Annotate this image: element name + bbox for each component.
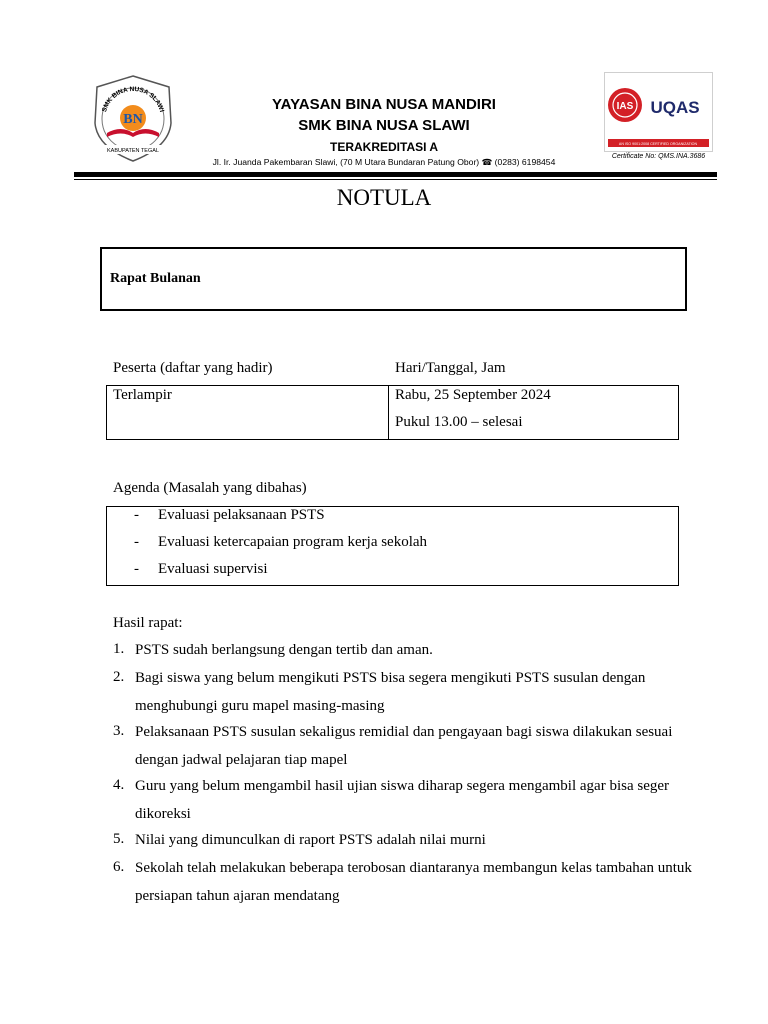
result-text: PSTS sudah berlangsung dengan tertib dan aman. <box>135 642 433 658</box>
accreditation: TERAKREDITASI A <box>330 140 438 154</box>
participants-label: Peserta (daftar yang hadir) <box>113 360 273 376</box>
meeting-box <box>100 247 687 311</box>
cert-small-text: AN ISO 9001:2008 CERTIFIED ORGANIZATION <box>618 142 698 146</box>
datetime-label: Hari/Tanggal, Jam <box>395 360 506 376</box>
result-number: 6. <box>113 859 125 875</box>
result-text: Sekolah telah melakukan beberapa terobosan diantaranya membangun kelas tambahan untuk persiapan tahun ajaran mendatang <box>135 860 692 904</box>
school-name: SMK BINA NUSA SLAWI <box>298 117 470 134</box>
result-number: 5. <box>113 831 125 847</box>
document-title: NOTULA <box>336 185 432 210</box>
meeting-name: Rapat Bulanan <box>110 271 201 286</box>
participants-value: Terlampir <box>113 387 172 403</box>
logo-region-text: KABUPATEN TEGAL <box>107 148 159 154</box>
cert-uqas-text: UQAS <box>650 98 700 117</box>
certification-logo <box>604 72 713 152</box>
result-text: Guru yang belum mengambil hasil ujian siswa diharap segera mengambil agar bisa seger dikoreksi <box>135 778 670 822</box>
results-label: Hasil rapat: <box>113 615 183 631</box>
address: Jl. Ir. Juanda Pakembaran Slawi, (70 M Utara Bundaran Patung Obor) <box>212 157 480 167</box>
result-number: 2. <box>113 669 125 685</box>
school-logo <box>89 73 177 163</box>
result-number: 3. <box>113 723 125 739</box>
logo-initials: BN <box>123 112 143 127</box>
result-text: Bagi siswa yang belum mengikuti PSTS bisa segera mengikuti PSTS susulan dengan menghubungi guru mapel masing-masing <box>135 670 646 714</box>
agenda-item-text: Evaluasi ketercapaian program kerja sekolah <box>158 534 428 550</box>
address-line <box>190 156 578 168</box>
agenda-bullet: - <box>134 534 139 550</box>
result-text: Nilai yang dimunculkan di raport PSTS adalah nilai murni <box>135 832 486 848</box>
result-number: 1. <box>113 641 125 657</box>
logo-arc-text: SMK BINA NUSA SLAWI <box>100 85 166 113</box>
agenda-label: Agenda (Masalah yang dibahas) <box>113 480 307 496</box>
result-text: Pelaksanaan PSTS susulan sekaligus remidial dan pengayaan bagi siswa dilakukan sesuai dengan jadwal pelajaran tiap mapel <box>135 724 673 768</box>
header-divider-thin <box>74 179 717 180</box>
phone-number: (0283) 6198454 <box>494 157 556 167</box>
meeting-time: Pukul 13.00 – selesai <box>395 414 523 430</box>
agenda-box <box>106 506 679 586</box>
agenda-bullet: - <box>134 561 139 577</box>
header-divider <box>74 172 717 177</box>
agenda-item-text: Evaluasi pelaksanaan PSTS <box>158 507 325 523</box>
agenda-item-text: Evaluasi supervisi <box>158 561 268 577</box>
result-number: 4. <box>113 777 125 793</box>
table-divider <box>388 386 389 439</box>
certificate-number: Certificate No: QMS.INA.3686 <box>611 153 706 160</box>
agenda-bullet: - <box>134 507 139 523</box>
phone-icon: ☎ <box>481 157 493 167</box>
meeting-date: Rabu, 25 September 2024 <box>395 387 551 403</box>
foundation-name: YAYASAN BINA NUSA MANDIRI <box>272 96 496 113</box>
letterhead <box>190 95 578 168</box>
cert-ias-text: IAS <box>616 101 634 112</box>
info-table <box>106 385 679 440</box>
